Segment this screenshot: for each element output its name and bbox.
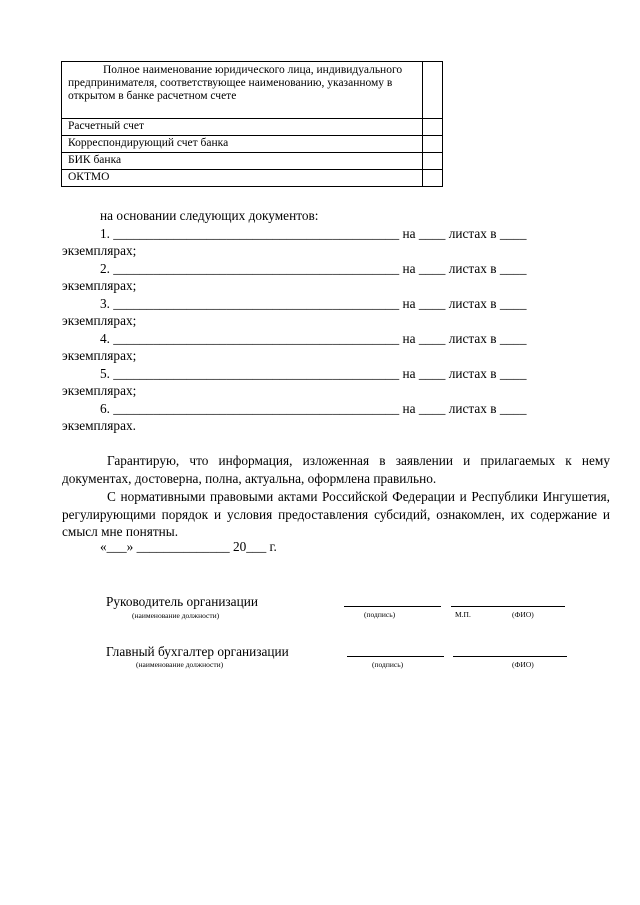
accountant-sign-line [347,656,444,657]
documents-list [62,207,582,435]
document-item-cont: экземплярах; [62,383,137,398]
table-cell-label: Полное наименование юридического лица, индивидуального предпринимателя, соответствующее наименованию, указанному в открытом в банке расчетном счете [62,62,423,118]
table-row [62,62,442,118]
document-item-cont: экземплярах; [62,278,137,293]
head-sign-caption: (подпись) [364,610,396,619]
requisites-table [61,61,443,187]
table-cell-value [423,153,442,169]
document-item: 1. ___________________________________________ на ____ листах в ____ [100,225,527,241]
table-cell-label: Корреспондирующий счет банка [62,136,423,152]
document-item-cont: экземплярах; [62,243,137,258]
document-item-cont: экземплярах; [62,348,137,363]
acquaint-text: С нормативными правовыми актами Российской Федерации и Республики Ингушетия, регулирующими порядок и условия предоставления субсидий, ознакомлен, их содержание и смысл мне понятны. [62,489,610,539]
table-cell-value [423,136,442,152]
document-item: 6. ___________________________________________ на ____ листах в ____ [100,400,527,416]
date-line: «___» ______________ 20___ г. [100,539,277,554]
table-cell-value [423,170,442,186]
table-row [62,152,442,169]
document-item: 4. ___________________________________________ на ____ листах в ____ [100,330,527,346]
accountant-fio-caption: (ФИО) [512,660,534,669]
table-cell-label: ОКТМО [62,170,423,186]
documents-intro: на основании следующих документов: [100,208,319,223]
document-item: 2. ___________________________________________ на ____ листах в ____ [100,260,527,276]
head-sign-line [344,606,441,607]
table-cell-label: Расчетный счет [62,119,423,135]
head-title: Руководитель организации [106,594,258,609]
head-fio-line [451,606,565,607]
document-item-cont: экземплярах; [62,313,137,328]
document-item: 5. ___________________________________________ на ____ листах в ____ [100,365,527,381]
table-cell-value [423,62,442,118]
accountant-title-caption: (наименование должности) [136,660,224,669]
guarantee-text: Гарантирую, что информация, изложенная в заявлении и прилагаемых к нему документах, достоверна, полна, актуальна, оформлена правильно. [62,453,610,486]
table-cell-label: БИК банка [62,153,423,169]
acquaint-paragraph [62,488,610,541]
accountant-sign-caption: (подпись) [372,660,404,669]
table-row [62,135,442,152]
accountant-fio-line [453,656,567,657]
table-row [62,118,442,135]
accountant-title: Главный бухгалтер организации [106,644,289,659]
head-mp: М.П. [455,610,471,619]
table-cell-value [423,119,442,135]
guarantee-paragraph [62,452,610,487]
head-title-caption: (наименование должности) [132,611,220,620]
head-fio-caption: (ФИО) [512,610,534,619]
document-item: 3. ___________________________________________ на ____ листах в ____ [100,295,527,311]
document-item-cont: экземплярах. [62,418,136,433]
table-row [62,169,442,186]
